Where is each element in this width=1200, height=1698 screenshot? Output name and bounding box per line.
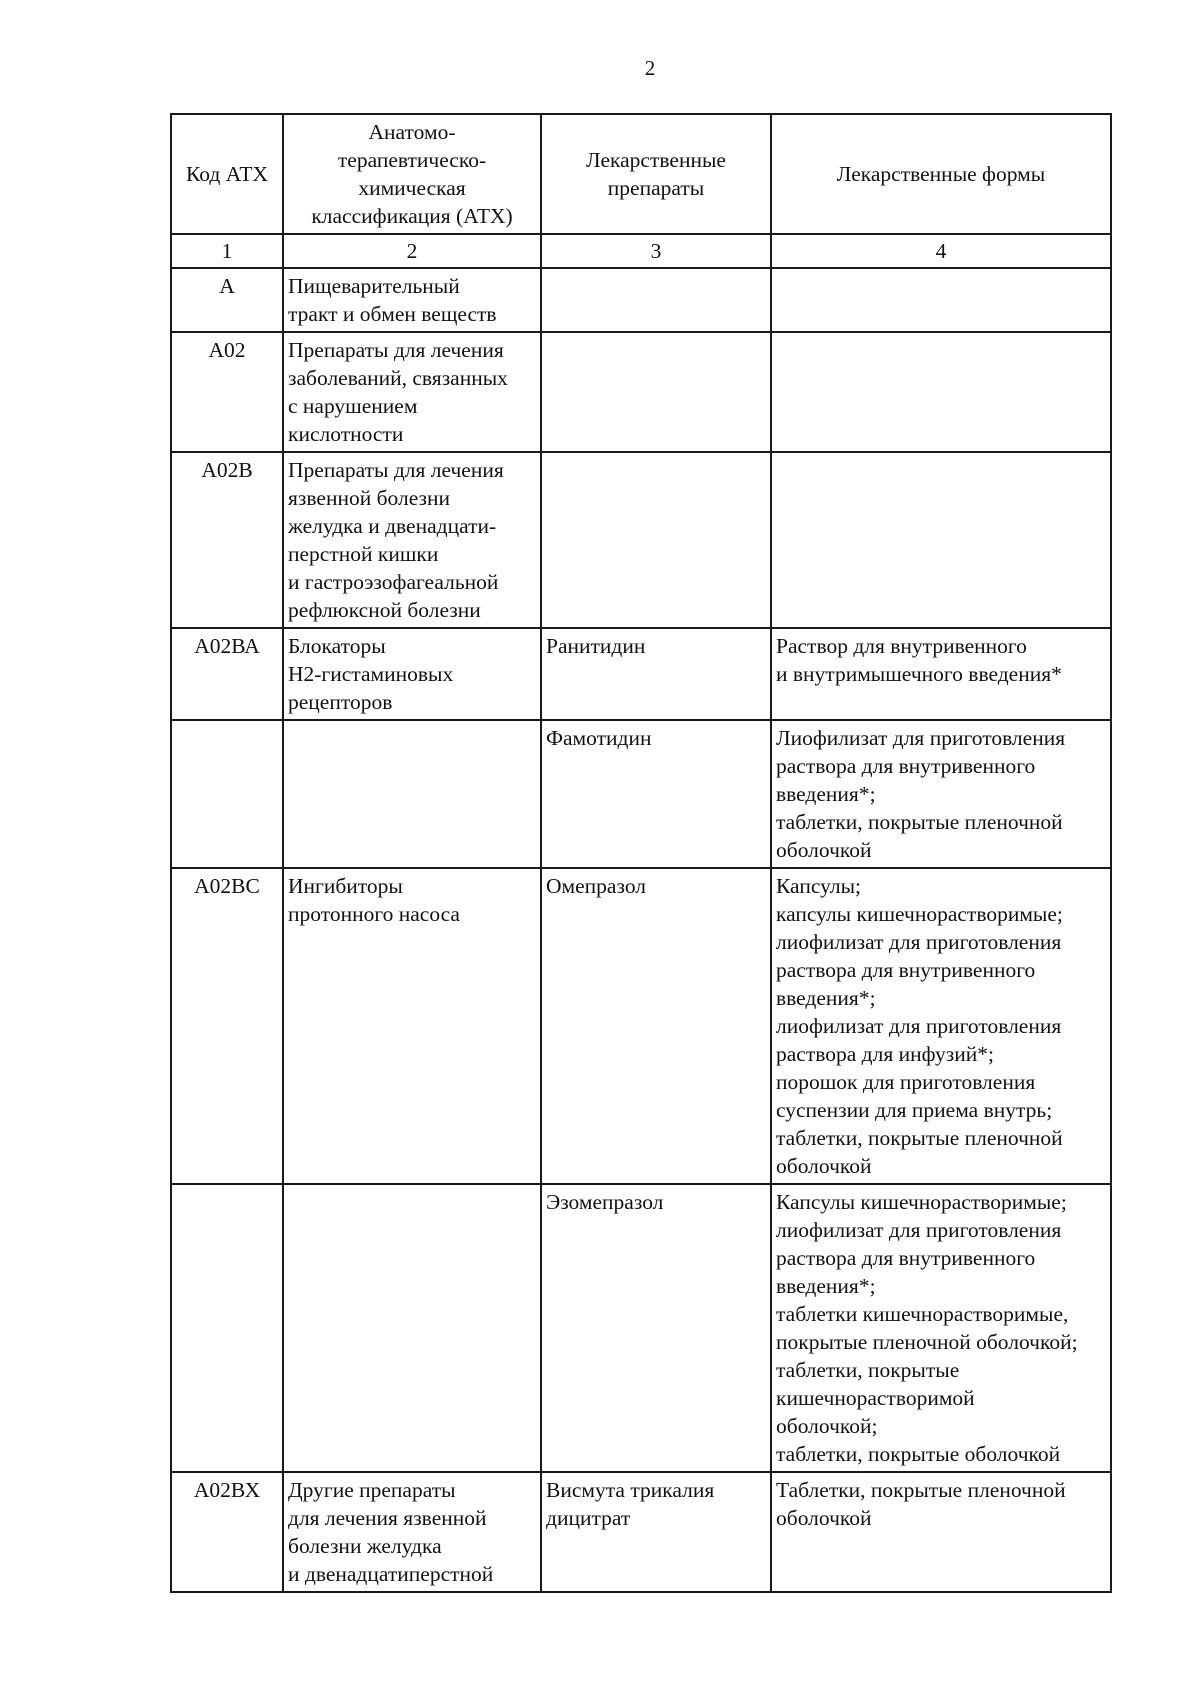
column-number: 4: [771, 234, 1111, 268]
drug-cell: Ранитидин: [541, 628, 771, 720]
classification-cell: [283, 720, 541, 868]
table-row: [171, 332, 1111, 452]
column-number: 3: [541, 234, 771, 268]
atc-drug-table: [170, 113, 1112, 1593]
dosage-forms-cell: Капсулы; капсулы кишечнорастворимые; лиофилизат для приготовления раствора для внутривенного введения*; лиофилизат для приготовления раствора для инфузий*; порошок для приготовления суспензии для приема внутрь; таблетки, покрытые пленочной оболочкой: [771, 868, 1111, 1184]
dosage-forms-cell: Таблетки, покрытые пленочной оболочкой: [771, 1472, 1111, 1592]
header-atc-classification: Анатомо- терапевтическо- химическая классификация (АТХ): [283, 114, 541, 234]
drug-cell: Омепразол: [541, 868, 771, 1184]
column-number-row: [171, 234, 1111, 268]
classification-cell: Ингибиторы протонного насоса: [283, 868, 541, 1184]
classification-cell: Блокаторы Н2-гистаминовых рецепторов: [283, 628, 541, 720]
dosage-forms-cell: Капсулы кишечнорастворимые; лиофилизат для приготовления раствора для внутривенного введения*; таблетки кишечнорастворимые, покрытые пленочной оболочкой; таблетки, покрытые кишечнорастворимой оболочкой; таблетки, покрытые оболочкой: [771, 1184, 1111, 1472]
table-header-row: [171, 114, 1111, 234]
drug-cell: [541, 332, 771, 452]
column-number: 2: [283, 234, 541, 268]
classification-cell: [283, 1184, 541, 1472]
classification-cell: Пищеварительный тракт и обмен веществ: [283, 268, 541, 332]
table-row: [171, 452, 1111, 628]
dosage-forms-cell: [771, 268, 1111, 332]
table-row: [171, 1472, 1111, 1592]
atc-code-cell: [171, 1184, 283, 1472]
classification-cell: Препараты для лечения язвенной болезни желудка и двенадцати- перстной кишки и гастроэзофагеальной рефлюксной болезни: [283, 452, 541, 628]
drug-cell: Фамотидин: [541, 720, 771, 868]
header-drugs: Лекарственные препараты: [541, 114, 771, 234]
dosage-forms-cell: Лиофилизат для приготовления раствора для внутривенного введения*; таблетки, покрытые пленочной оболочкой: [771, 720, 1111, 868]
dosage-forms-cell: Раствор для внутривенного и внутримышечного введения*: [771, 628, 1111, 720]
atc-code-cell: А: [171, 268, 283, 332]
drug-cell: [541, 268, 771, 332]
table-row: [171, 1184, 1111, 1472]
drug-cell: Висмута трикалия дицитрат: [541, 1472, 771, 1592]
drug-cell: Эзомепразол: [541, 1184, 771, 1472]
atc-code-cell: [171, 720, 283, 868]
dosage-forms-cell: [771, 452, 1111, 628]
drug-cell: [541, 452, 771, 628]
atc-code-cell: А02В: [171, 452, 283, 628]
classification-cell: Препараты для лечения заболеваний, связанных с нарушением кислотности: [283, 332, 541, 452]
header-dosage-forms: Лекарственные формы: [771, 114, 1111, 234]
table-row: [171, 868, 1111, 1184]
header-atc-code: Код АТХ: [171, 114, 283, 234]
atc-code-cell: А02ВХ: [171, 1472, 283, 1592]
dosage-forms-cell: [771, 332, 1111, 452]
atc-code-cell: А02ВС: [171, 868, 283, 1184]
table-row: [171, 628, 1111, 720]
atc-code-cell: А02ВА: [171, 628, 283, 720]
classification-cell: Другие препараты для лечения язвенной болезни желудка и двенадцатиперстной: [283, 1472, 541, 1592]
atc-code-cell: А02: [171, 332, 283, 452]
column-number: 1: [171, 234, 283, 268]
table-row: [171, 720, 1111, 868]
table-row: [171, 268, 1111, 332]
page-number: 2: [644, 56, 656, 80]
